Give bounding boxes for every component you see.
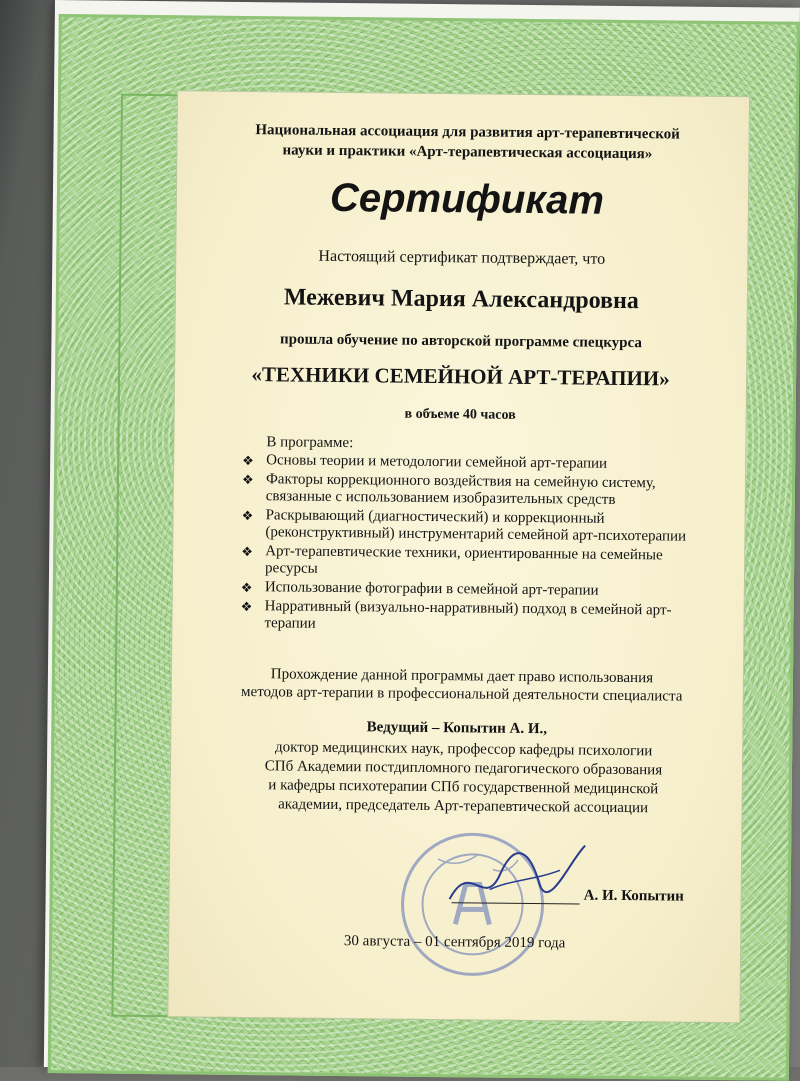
program-item-text: Арт-терапевтические техники, ориентированные на семейные ресурсы [264,543,663,577]
diamond-bullet-icon: ❖ [241,507,254,524]
credentials-line-2: СПб Академии постдипломного педагогического образования [264,758,663,779]
credentials-line-4: академии, председатель Арт-терапевтической ассоциации [278,796,649,817]
certificate-panel [168,91,749,1022]
program-item [235,543,715,582]
organization-line-2: науки и практики «Арт-терапевтическая ассоциация» [282,142,653,163]
completion-text: прошла обучение по авторской программе спецкурса [279,331,642,352]
course-dates: 30 августа – 01 сентября 2019 года [343,933,566,952]
program-list [234,452,716,639]
program-item-text: Основы теории и методологии семейной арт-терапии [266,452,608,472]
diamond-bullet-icon: ❖ [240,579,253,596]
lead-credentials [190,737,736,819]
confirmation-text: Настоящий сертификат подтверждает, что [318,247,606,268]
diamond-bullet-icon: ❖ [241,543,253,560]
credentials-line-3: и кафедры психотерапии СПб государственной медицинской [268,777,659,798]
program-intro: В программе: [266,434,354,452]
certificate-sheet [44,0,800,1075]
diamond-bullet-icon: ❖ [241,471,254,488]
certificate-title: Сертификат [329,175,605,223]
credentials-line-1: доктор медицинских наук, профессор кафедры психологии [274,739,653,760]
signatory-name: А. И. Копытин [583,887,684,905]
course-name: «ТЕХНИКИ СЕМЕЙНОЙ АРТ-ТЕРАПИИ» [251,362,670,391]
program-item [234,598,714,637]
program-item [235,579,715,601]
rights-line-2: методов арт-терапии в профессиональной деятельности специалиста [241,683,683,705]
rights-line-1: Прохождение данной программы дает право использования [270,666,654,687]
program-item [236,471,716,510]
diamond-bullet-icon: ❖ [240,598,253,615]
course-hours: в объеме 40 часов [404,406,516,423]
rights-statement [202,665,722,706]
organization-name [217,120,717,165]
organization-line-1: Национальная ассоциация для развития арт-терапевтической [255,122,680,143]
program-item-text: Нарративный (визуально-нарративный) подход в семейной арт-терапии [264,598,672,632]
program-item-text: Факторы коррекционного воздействия на семейную систему, связанные с использованием изобразительных средств [265,471,656,508]
diamond-bullet-icon: ❖ [242,452,254,469]
recipient-name: Межевич Мария Александровна [283,284,640,315]
program-item-text: Использование фотографии в семейной арт-терапии [264,579,599,599]
lead-instructor: Ведущий – Копытин А. И., [366,719,548,738]
program-item [236,452,716,474]
program-item [235,507,715,546]
program-item-text: Раскрывающий (диагностический) и коррекционный (реконструктивный) инструментарий семейной арт-психотерапии [265,507,687,545]
